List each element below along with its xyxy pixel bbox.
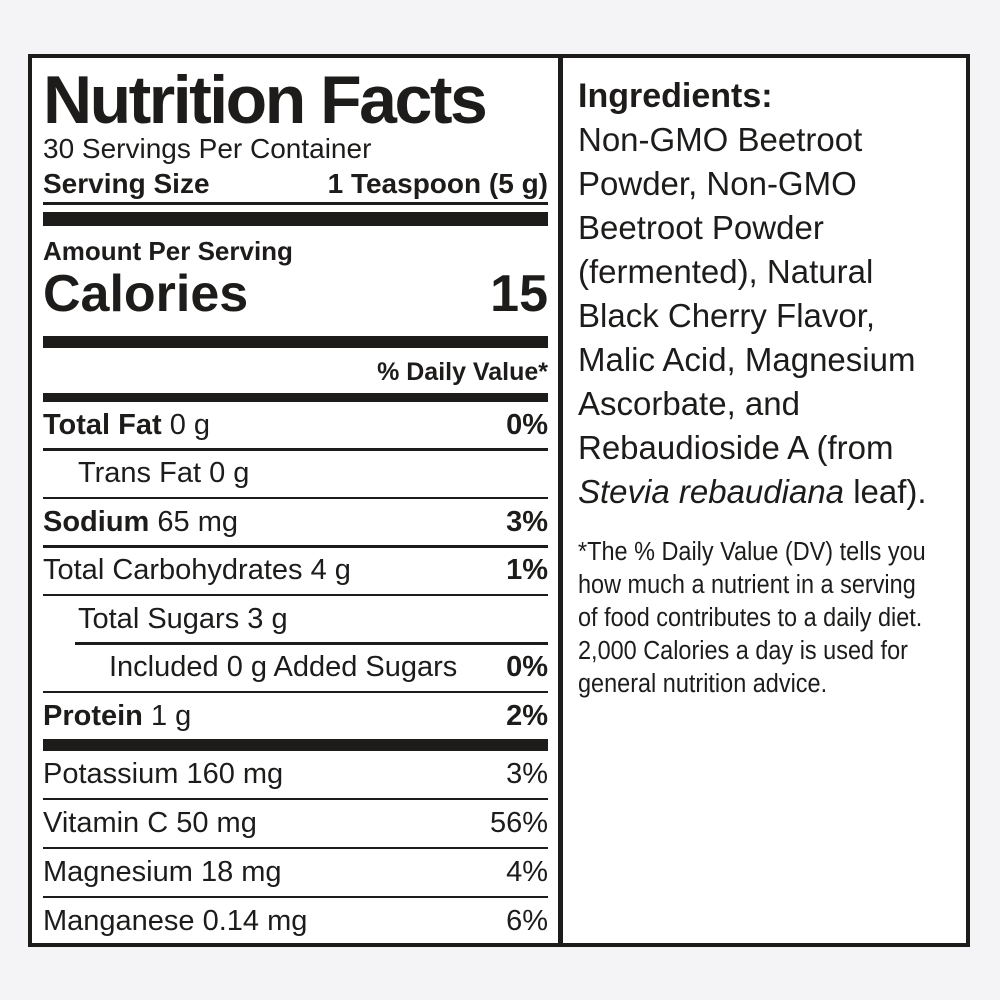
ingredients-line: Black Cherry Flavor, xyxy=(578,297,876,334)
daily-value-percent: 3% xyxy=(506,505,548,538)
rule-under-serving-size xyxy=(43,202,548,205)
thick-separator-bar xyxy=(43,739,548,751)
daily-value-percent: 56% xyxy=(489,806,548,839)
nutrition-label xyxy=(28,54,970,947)
mineral-row-potassium: Potassium 160 mg 3% xyxy=(43,757,548,790)
calories-value: 15 xyxy=(490,265,548,323)
nutrient-row-total-sugars: Total Sugars 3 g xyxy=(78,602,288,635)
medium-separator-bar xyxy=(43,393,548,402)
ingredients-line: Powder, Non-GMO xyxy=(578,165,857,202)
mineral-row-vitamin-c: Vitamin C 50 mg 56% xyxy=(43,806,548,839)
nutrient-row-trans-fat: Trans Fat 0 g xyxy=(78,457,250,489)
ingredients-line: (fermented), Natural xyxy=(578,253,874,290)
nutrient-row-protein: Protein 1 g 2% xyxy=(43,699,548,732)
daily-value-percent: 6% xyxy=(506,904,548,937)
mineral-row-magnesium: Magnesium 18 mg 4% xyxy=(43,855,548,888)
nutrition-facts-title: Nutrition Facts xyxy=(43,62,486,138)
daily-value-footnote: *The % Daily Value (DV) tells you how much a nutrient in a serving of food contributes to a daily diet. 2,000 Calories a day is used for general nutrition advice. xyxy=(578,538,926,698)
daily-value-percent: 4% xyxy=(506,855,548,888)
nutrient-row-sodium: Sodium 65 mg 3% xyxy=(43,505,548,538)
serving-size-label: Serving Size xyxy=(43,168,210,199)
ingredients-heading: Ingredients: xyxy=(578,77,773,115)
nutrient-row-total-carbohydrates: Total Carbohydrates 4 g 1% xyxy=(43,554,548,586)
servings-per-container: 30 Servings Per Container xyxy=(43,133,372,164)
amount-per-serving-label: Amount Per Serving xyxy=(43,236,293,266)
daily-value-percent: 0% xyxy=(506,408,548,441)
daily-value-percent: 0% xyxy=(506,651,548,683)
nutrition-facts-panel xyxy=(32,58,558,943)
nutrient-row-total-fat: Total Fat 0 g 0% xyxy=(43,408,548,441)
daily-value-percent: 1% xyxy=(506,554,548,586)
ingredients-line: Rebaudioside A (from xyxy=(578,429,894,466)
daily-value-header: % Daily Value* xyxy=(377,358,548,386)
calories-label: Calories xyxy=(43,265,249,323)
ingredients-line: Malic Acid, Magnesium xyxy=(578,341,916,378)
ingredients-panel xyxy=(563,58,972,943)
thick-separator-bar xyxy=(43,212,548,226)
daily-value-percent: 2% xyxy=(506,699,548,732)
stevia-botanical-name: Stevia rebaudiana xyxy=(578,473,845,510)
mineral-row-manganese: Manganese 0.14 mg 6% xyxy=(43,904,548,937)
daily-value-percent: 3% xyxy=(506,757,548,790)
serving-size-row xyxy=(43,166,548,202)
calories-row xyxy=(43,265,548,323)
thick-separator-bar xyxy=(43,336,548,348)
ingredients-line: Beetroot Powder xyxy=(578,209,824,246)
ingredients-line-stevia: Stevia rebaudiana leaf). xyxy=(578,473,927,510)
ingredients-line: Ascorbate, and xyxy=(578,385,800,422)
nutrient-row-added-sugars: Included 0 g Added Sugars 0% xyxy=(109,651,548,683)
ingredients-line: Non-GMO Beetroot xyxy=(578,121,863,158)
serving-size-value: 1 Teaspoon (5 g) xyxy=(327,168,548,199)
